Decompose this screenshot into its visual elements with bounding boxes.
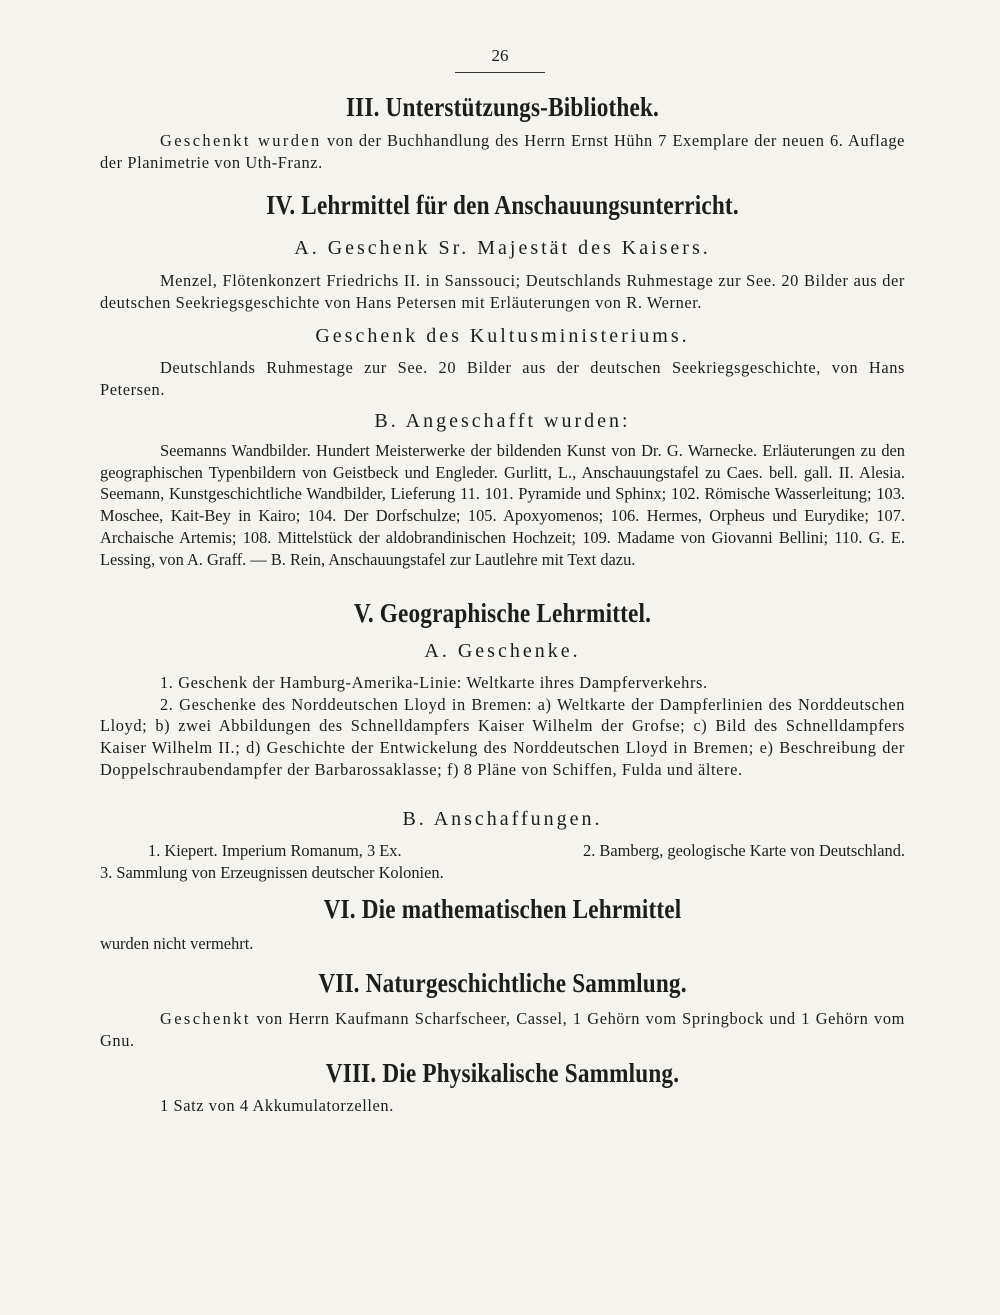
section-5-sub-a-wrap	[100, 640, 905, 663]
section-7-text	[100, 1008, 905, 1051]
section-5-b-row-2	[100, 862, 905, 884]
section-4-text-k: Deutschlands Ruhmestage zur See. 20 Bilder aus der deutschen Seekriegsgeschichte, von Hans Petersen.	[100, 358, 905, 399]
section-4-sub-a: A. Geschenk Sr. Majestät des Kaisers.	[294, 237, 711, 259]
section-4-heading: IV. Lehrmittel für den Anschauungsunterricht.	[266, 190, 739, 220]
section-3-text	[100, 130, 905, 173]
section-4-text-b-wrap	[100, 440, 905, 570]
section-5-heading: V. Geographische Lehrmittel.	[353, 598, 652, 628]
section-5-b-list	[100, 840, 905, 883]
section-5-b-3: 3. Sammlung von Erzeugnissen deutscher Kolonien.	[100, 862, 444, 882]
page-number-rule	[455, 72, 545, 73]
section-8-text: 1 Satz von 4 Akkumulatorzellen.	[160, 1096, 394, 1115]
section-5-b-2: 2. Bamberg, geologische Karte von Deutschland.	[583, 841, 905, 860]
section-8-text-wrap	[100, 1095, 905, 1117]
section-5-sub-b-wrap	[100, 808, 905, 831]
section-4-sub-b: B. Angeschafft wurden:	[374, 410, 631, 432]
section-5-sub-a: A. Geschenke.	[424, 640, 581, 662]
section-5-b-row	[100, 840, 905, 862]
section-4-sub-b-wrap	[100, 410, 905, 433]
section-5-heading-wrap	[100, 598, 905, 629]
section-4-sub-k-wrap	[100, 325, 905, 348]
section-4-text-b: Seemanns Wandbilder. Hundert Meisterwerke der bildenden Kunst von Dr. G. Warnecke. Erläuterungen zu den geographischen Typenbildern von Geistbeck und Engleder. Gurlitt, L., Anschauungstafel zu Caes. bell. gall. II. Alesia. Seemann, Kunstgeschichtliche Wandbilder, Lieferung 11. 101. Pyramide und Sphinx; 102. Römische Wasserleitung; 103. Moschee, Kait-Bey in Kairo; 104. Der Dorfschulze; 105. Apoxyomenos; 106. Hermes, Orpheus und Eurydike; 107. Archaische Artemis; 108. Mittelstück der aldobrandinischen Hochzeit; 109. Madame von Giovanni Bellini; 110. G. E. Lessing, von A. Graff. — B. Rein, Anschauungstafel zur Lautlehre mit Text dazu.	[100, 441, 905, 569]
section-7-rest: von Herrn Kaufmann Scharfscheer, Cassel, 1 Gehörn vom Springbock und 1 Gehörn vom Gnu.	[100, 1009, 905, 1050]
section-4-heading-wrap	[100, 190, 905, 221]
page-number: 26	[491, 46, 509, 65]
section-5-items-wrap	[100, 672, 905, 781]
section-4-sub-k: Geschenk des Kultusministeriums.	[315, 325, 690, 347]
section-6-text: wurden nicht vermehrt.	[100, 934, 254, 953]
section-8-heading-wrap	[100, 1058, 905, 1089]
section-5-item-2: 2. Geschenke des Norddeutschen Lloyd in Bremen: a) Weltkarte der Dampferlinien des Norddeutschen Lloyd; b) zwei Abbildungen des Schnelldampfers Kaiser Wilhelm der Grofse; c) Bild des Schnelldampfers Kaiser Wilhelm II.; d) Geschichte der Entwickelung des Norddeutschen Lloyd in Bremen; e) Beschreibung der Doppelschraubendampfer der Barbarossaklasse; f) 8 Pläne von Schiffen, Fulda und ältere.	[100, 694, 905, 779]
section-6-heading: VI. Die mathematischen Lehrmittel	[323, 894, 682, 924]
section-3-lead: Geschenkt wurden	[160, 131, 322, 150]
section-5-b-1: 1. Kiepert. Imperium Romanum, 3 Ex.	[148, 841, 402, 860]
section-7-heading-wrap	[100, 968, 905, 999]
section-5-sub-b: B. Anschaffungen.	[402, 808, 603, 830]
section-6-text-wrap	[100, 933, 905, 955]
section-3-heading: III. Unterstützungs-Bibliothek.	[345, 92, 660, 122]
section-3-rest: von der Buchhandlung des Herrn Ernst Hühn 7 Exemplare der neuen 6. Auflage der Planimetrie von Uth-Franz.	[100, 131, 905, 172]
section-3-heading-wrap	[100, 92, 905, 123]
section-3-body	[100, 130, 905, 173]
section-4-text-k-wrap	[100, 357, 905, 400]
section-8-heading: VIII. Die Physikalische Sammlung.	[325, 1058, 680, 1088]
section-6-heading-wrap	[100, 894, 905, 925]
section-5-item-1: 1. Geschenk der Hamburg-Amerika-Linie: Weltkarte ihres Dampferverkehrs.	[160, 673, 708, 692]
section-4-text-a-wrap	[100, 270, 905, 313]
section-7-lead: Geschenkt	[160, 1009, 251, 1028]
section-7-body	[100, 1008, 905, 1051]
section-7-heading: VII. Naturgeschichtliche Sammlung.	[318, 968, 687, 998]
section-4-sub-a-wrap	[100, 237, 905, 260]
section-4-text-a: Menzel, Flötenkonzert Friedrichs II. in Sanssouci; Deutschlands Ruhmestage zur See. 20 Bilder aus der deutschen Seekriegsgeschichte von Hans Petersen mit Erläuterungen von R. Werner.	[100, 271, 905, 312]
